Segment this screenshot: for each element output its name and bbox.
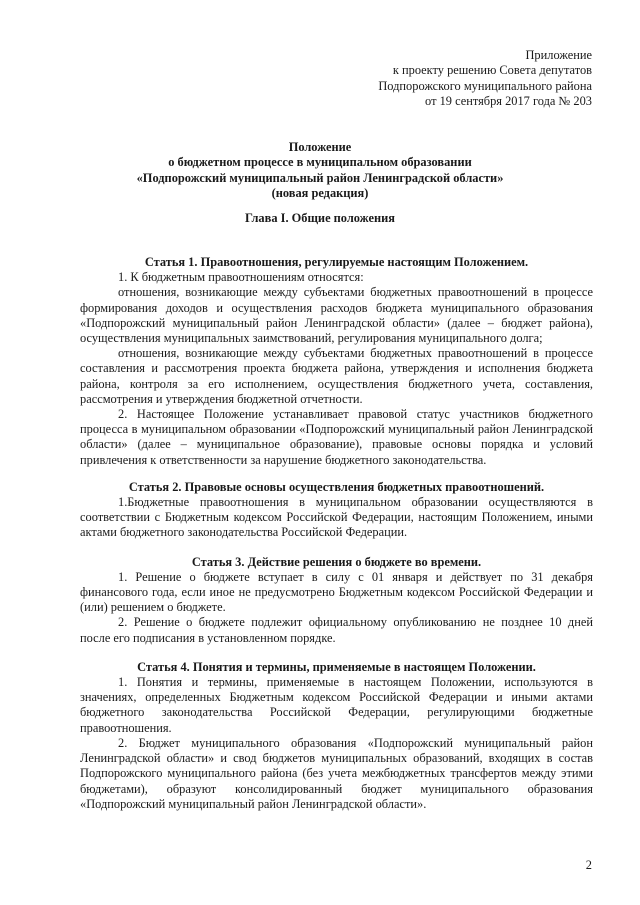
title-line: Положение <box>288 140 352 154</box>
article-heading: Статья 3. Действие решения о бюджете во времени. <box>191 554 482 569</box>
title-line: (новая редакция) <box>271 186 369 201</box>
title-line: «Подпорожский муниципальный район Ленинградской области» <box>136 170 504 185</box>
article-heading: Статья 2. Правовые основы осуществления бюджетных правоотношений. <box>128 479 545 494</box>
article-heading: Статья 4. Понятия и термины, применяемые в настоящем Положении. <box>137 659 536 674</box>
page-number: 2 <box>585 858 592 872</box>
paragraph: 2. Бюджет муниципального образования «Подпорожский муниципальный район Ленинградской области» и свод бюджетов муниципальных образований, входящих в состав Подпорожского муниципального района (без учета межбюджетных трансфертов между этими бюджетами), образуют консолидированный бюджет муниципального образования «Подпорожский муниципальный район Ленинградской области». <box>80 735 593 811</box>
appendix-header <box>378 48 592 110</box>
paragraph: 2. Решение о бюджете подлежит официальному опубликованию не позднее 10 дней после его подписания в установленном порядке. <box>80 615 593 645</box>
paragraph: отношения, возникающие между субъектами бюджетных правоотношений в процессе составления и рассмотрения проекта бюджета района, утверждения и исполнения бюджета района, контроля за его исполнением, осуществления бюджетного учета, составления, рассмотрения и утверждения бюджетной отчетности. <box>80 346 593 406</box>
document-body <box>80 241 593 812</box>
paragraph: 1. Решение о бюджете вступает в силу с 01 января и действует по 31 декабря финансового года, если иное не предусмотрено Бюджетным кодексом Российской Федерации и (или) решением о бюджете. <box>80 569 593 615</box>
paragraph: 1. Понятия и термины, применяемые в настоящем Положении, используются в значениях, определенных Бюджетным кодексом Российской Федерации и иными актами бюджетного законодательства Российской Федерации, регулирующими бюджетные правоотношения. <box>80 675 593 735</box>
chapter-heading: Глава I. Общие положения <box>245 211 395 225</box>
article-heading: Статья 1. Правоотношения, регулируемые настоящим Положением. <box>144 255 529 269</box>
title-line: о бюджетном процессе в муниципальном образовании <box>168 155 472 170</box>
document-title <box>90 140 550 202</box>
paragraph: 1. К бюджетным правоотношениям относятся: <box>118 270 364 285</box>
header-line: Подпорожского муниципального района <box>378 78 592 93</box>
header-line: Приложение <box>525 48 592 62</box>
paragraph: 1.Бюджетные правоотношения в муниципальном образовании осуществляются в соответствии с Бюджетным кодексом Российской Федерации, настоящим Положением, иными актами бюджетного законодательства Российской Федерации. <box>80 495 593 540</box>
header-line: от 19 сентября 2017 года № 203 <box>425 94 592 109</box>
header-line: к проекту решению Совета депутатов <box>392 63 592 78</box>
paragraph: отношения, возникающие между субъектами бюджетных правоотношений в процессе формирования доходов и осуществления расходов бюджета муниципального образования «Подпорожский муниципальный район Ленинградской области» (далее – бюджет района), осуществления муниципальных заимствований, регулирования муниципального долга; <box>80 285 593 346</box>
paragraph: 2. Настоящее Положение устанавливает правовой статус участников бюджетного процесса в муниципальном образовании «Подпорожский муниципальный район Ленинградской области» (далее – муниципальное образование), правовые основы порядка и условий привлечения к ответственности за нарушение бюджетного законодательства. <box>80 407 593 467</box>
